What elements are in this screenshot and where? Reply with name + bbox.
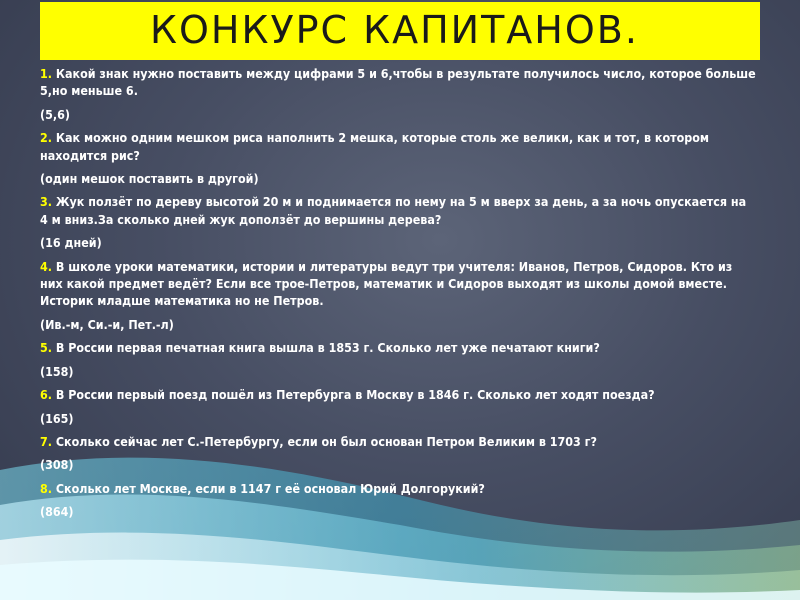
question-text: В России первая печатная книга вышла в 1853 г. Сколько лет уже печатают книги? bbox=[52, 340, 600, 356]
question-5 bbox=[40, 339, 756, 356]
question-text: Жук ползёт по дереву высотой 20 м и поднимается по нему на 5 м вверх за день, а за ночь опускается на 4 м вниз.За сколько дней жук доползёт до вершины дерева? bbox=[40, 194, 747, 227]
answer-7: (308) bbox=[40, 457, 74, 473]
question-2 bbox=[40, 129, 756, 164]
page-title: КОНКУРС КАПИТАНОВ. bbox=[150, 8, 639, 52]
answer-2: (один мешок поставить в другой) bbox=[40, 171, 259, 187]
question-text: Сколько лет Москве, если в 1147 г её основал Юрий Долгорукий? bbox=[52, 480, 485, 496]
question-6 bbox=[40, 386, 756, 403]
question-number: 2. bbox=[40, 130, 52, 146]
answer-1: (5,6) bbox=[40, 106, 70, 122]
answer-5: (158) bbox=[40, 363, 74, 379]
question-number: 6. bbox=[40, 387, 52, 403]
question-text: Как можно одним мешком риса наполнить 2 мешка, которые столь же велики, как и тот, в котором находится рис? bbox=[40, 130, 710, 163]
title-banner bbox=[40, 2, 760, 60]
answer-6: (165) bbox=[40, 410, 74, 426]
question-text: В России первый поезд пошёл из Петербурга в Москву в 1846 г. Сколько лет ходят поезда? bbox=[52, 387, 655, 403]
answer-8: (864) bbox=[40, 504, 74, 520]
question-3 bbox=[40, 193, 756, 228]
question-number: 5. bbox=[40, 340, 52, 356]
question-7 bbox=[40, 433, 756, 450]
question-number: 8. bbox=[40, 480, 52, 496]
question-4 bbox=[40, 258, 756, 310]
question-number: 3. bbox=[40, 194, 52, 210]
question-text: Сколько сейчас лет С.-Петербургу, если он был основан Петром Великим в 1703 г? bbox=[52, 433, 597, 449]
answer-4: (Ив.-м, Си.-и, Пет.-л) bbox=[40, 316, 174, 332]
question-list bbox=[40, 65, 756, 527]
question-8 bbox=[40, 480, 756, 497]
question-number: 4. bbox=[40, 258, 52, 274]
question-1 bbox=[40, 65, 756, 100]
question-number: 7. bbox=[40, 433, 52, 449]
question-text: В школе уроки математики, истории и литературы ведут три учителя: Иванов, Петров, Сидоров. Кто из них какой предмет ведёт? Если все трое-Петров, математик и Сидоров выходят из школы домой вместе. Историк младше математика но не Петров. bbox=[40, 258, 733, 309]
question-text: Какой знак нужно поставить между цифрами 5 и 6,чтобы в результате получилось число, которое больше 5,но меньше 6. bbox=[40, 66, 756, 99]
answer-3: (16 дней) bbox=[40, 235, 102, 251]
question-number: 1. bbox=[40, 66, 52, 81]
